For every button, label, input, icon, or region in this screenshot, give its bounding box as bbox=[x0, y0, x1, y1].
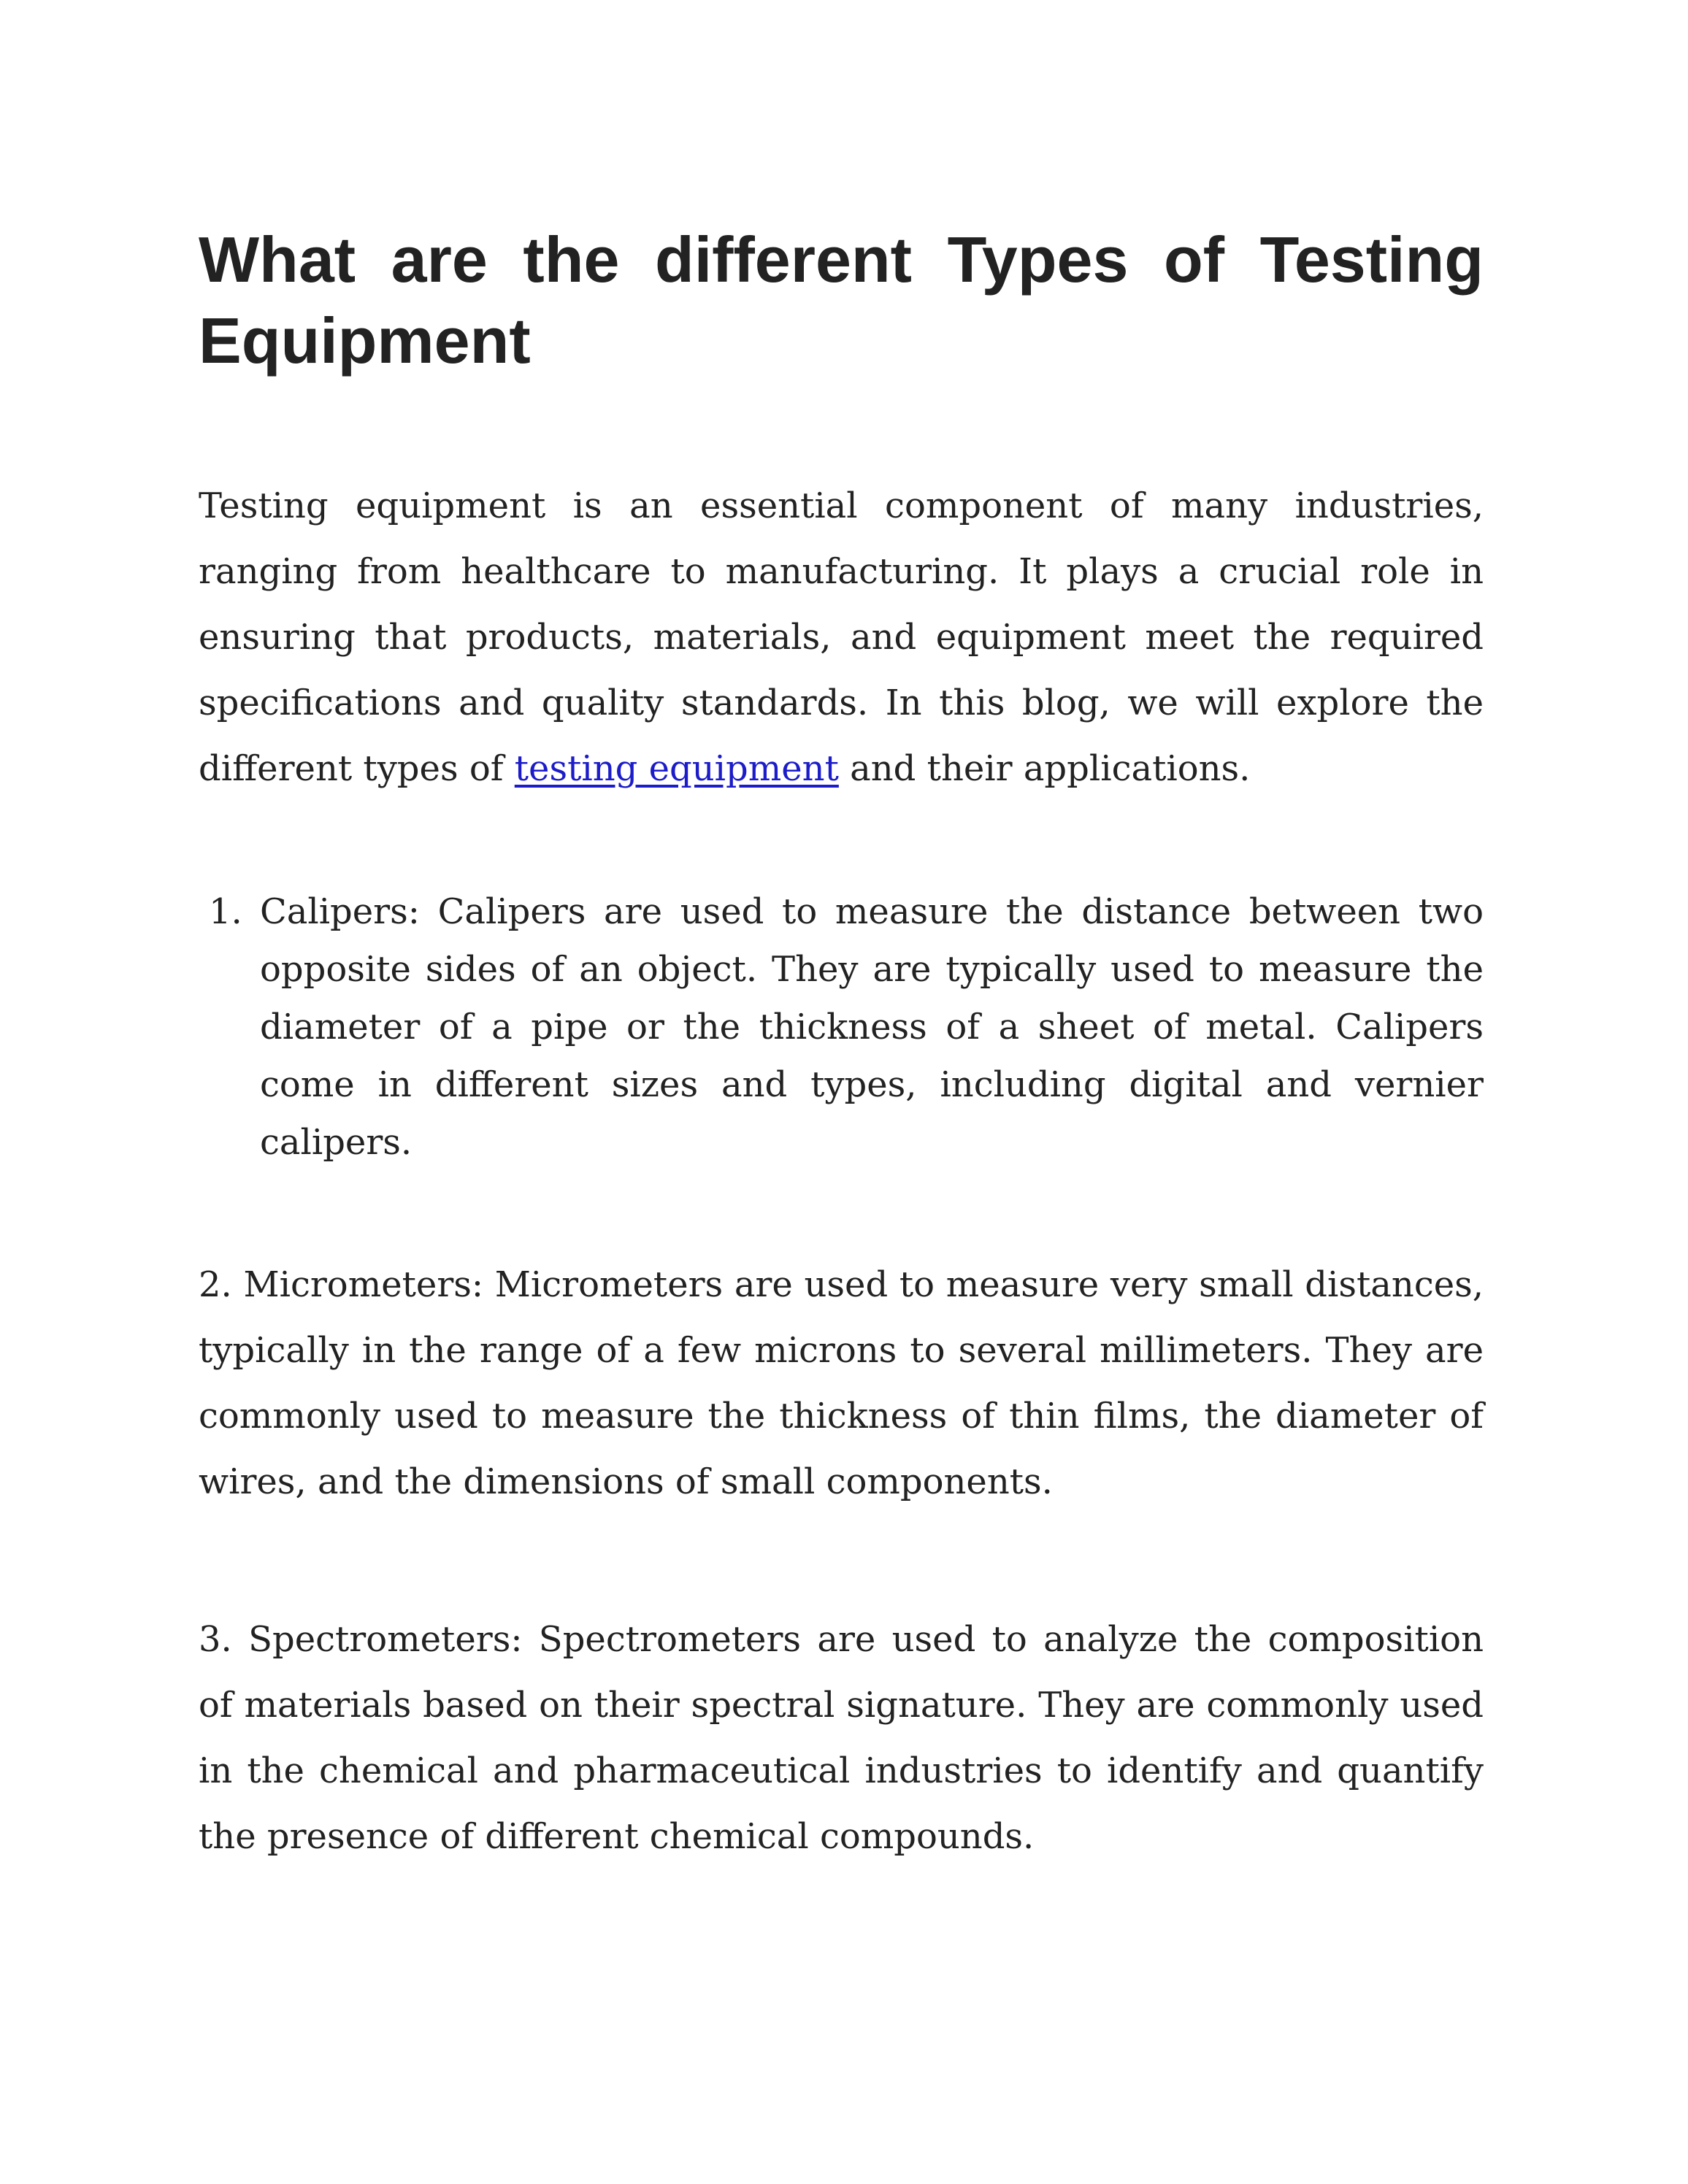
list-item-number: 1. bbox=[209, 891, 242, 932]
document-page bbox=[199, 219, 1484, 1869]
intro-paragraph bbox=[199, 473, 1484, 801]
testing-equipment-link[interactable]: testing equipment bbox=[514, 748, 839, 789]
list-item-text: Calipers: Calipers are used to measure the distance between two opposite sides of an object. They are typically used to measure the diameter of a pipe or the thickness of a sheet of metal. Calipers come in different sizes and types, including digital and vernier calipers. bbox=[260, 891, 1484, 1163]
paragraph-spectrometers: 3. Spectrometers: Spectrometers are used to analyze the composition of materials based on their spectral signature. They are commonly used in the chemical and pharmaceutical industries to identify and quantify the presence of different chemical compounds. bbox=[199, 1619, 1484, 1857]
page-title: What are the different Types of Testing Equipment bbox=[199, 223, 1484, 377]
list-item-calipers bbox=[199, 883, 1484, 1172]
intro-text-before-link: Testing equipment is an essential component of many industries, ranging from healthcare to manufacturing. It plays a crucial role in ensuring that products, materials, and equipment meet the required specifications and quality standards. In this blog, we will explore the different types of bbox=[199, 485, 1484, 789]
paragraph-micrometers: 2. Micrometers: Micrometers are used to measure very small distances, typically in the range of a few microns to several millimeters. They are commonly used to measure the thickness of thin films, the diameter of wires, and the dimensions of small components. bbox=[199, 1264, 1484, 1502]
intro-text-after-link: and their applications. bbox=[838, 748, 1251, 789]
